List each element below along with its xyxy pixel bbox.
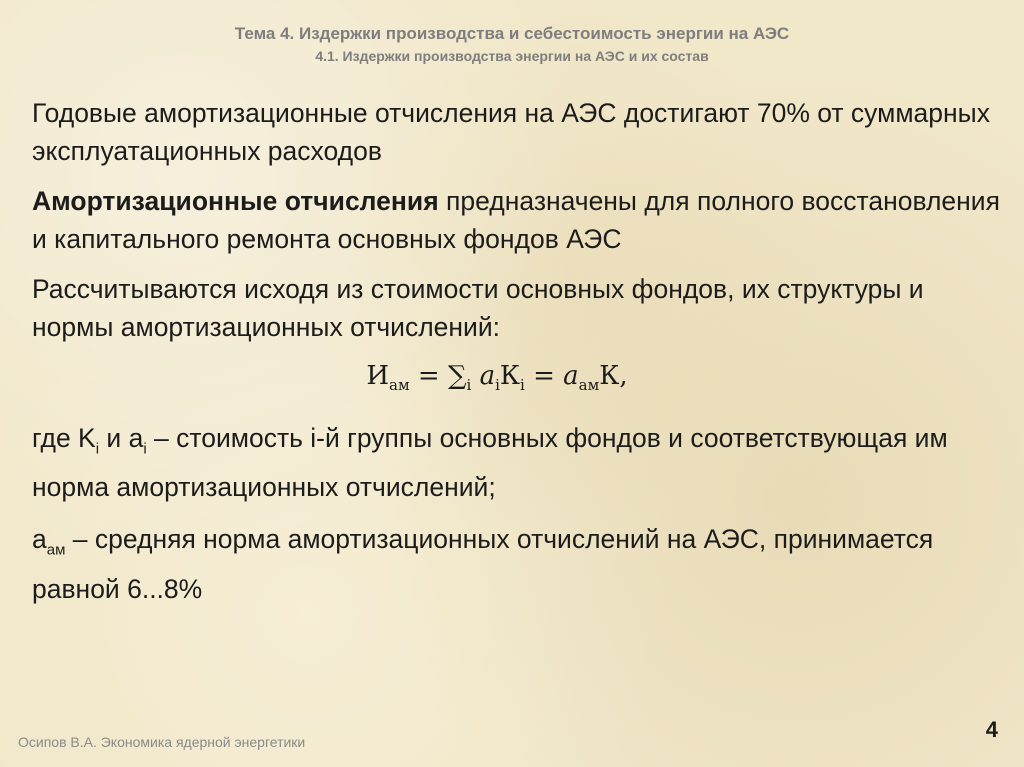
formula-a2: a — [563, 361, 579, 391]
formula-k2: К, — [599, 361, 628, 391]
formula-a-sub: i — [495, 376, 500, 395]
formula-a: a — [471, 361, 496, 391]
depreciation-formula — [32, 356, 1002, 405]
page-number: 4 — [985, 717, 998, 742]
where-sub-2: i — [143, 440, 147, 458]
subtopic-title: 4.1. Издержки производства энергии на АЭС и их состав — [315, 48, 709, 64]
where-text-3: – стоимость i-й группы основных фондов и соответствующая им норма амортизационных отчислений; — [32, 423, 948, 503]
paragraph-where — [32, 419, 1002, 506]
average-rate-text: – средняя норма амортизационных отчислений на АЭС, принимается равной 6...8% — [32, 524, 934, 604]
term-depreciation: Амортизационные отчисления — [32, 186, 439, 216]
formula-lhs-sub: ам — [389, 376, 410, 395]
paragraph-calculation: Рассчитываются исходя из стоимости основных фондов, их структуры и нормы амортизационных отчислений: — [32, 274, 924, 342]
average-rate-sub: ам — [46, 541, 66, 559]
topic-title: Тема 4. Издержки производства и себестоимость энергии на АЭС — [234, 24, 790, 43]
formula-a2-sub: ам — [578, 376, 600, 395]
formula-k-sub: i — [520, 376, 525, 395]
where-text-1: где K — [32, 423, 96, 454]
footer-author: Осипов В.А. Экономика ядерной энергетики — [18, 734, 306, 750]
slide-content — [32, 94, 1002, 608]
formula-sum-sub: i — [466, 376, 472, 395]
average-rate-symbol: a — [32, 524, 47, 555]
formula-eq2: = — [524, 361, 564, 391]
where-sub-1: i — [95, 440, 100, 458]
formula-lhs: И — [366, 361, 389, 391]
paragraph-depreciation-purpose — [32, 182, 1002, 258]
paragraph-depreciation-share: Годовые амортизационные отчисления на АЭС достигают 70% от суммарных эксплуатационных расходов — [32, 98, 990, 166]
formula-k: К — [499, 361, 521, 391]
purpose-text: предназначены для полного восстановления и капитального ремонта основных фондов АЭС — [32, 186, 1000, 254]
paragraph-average-rate — [32, 520, 1002, 607]
slide-header — [0, 22, 1024, 66]
formula-eq-sum: = ∑ — [409, 361, 467, 391]
where-text-2: и a — [99, 423, 144, 454]
